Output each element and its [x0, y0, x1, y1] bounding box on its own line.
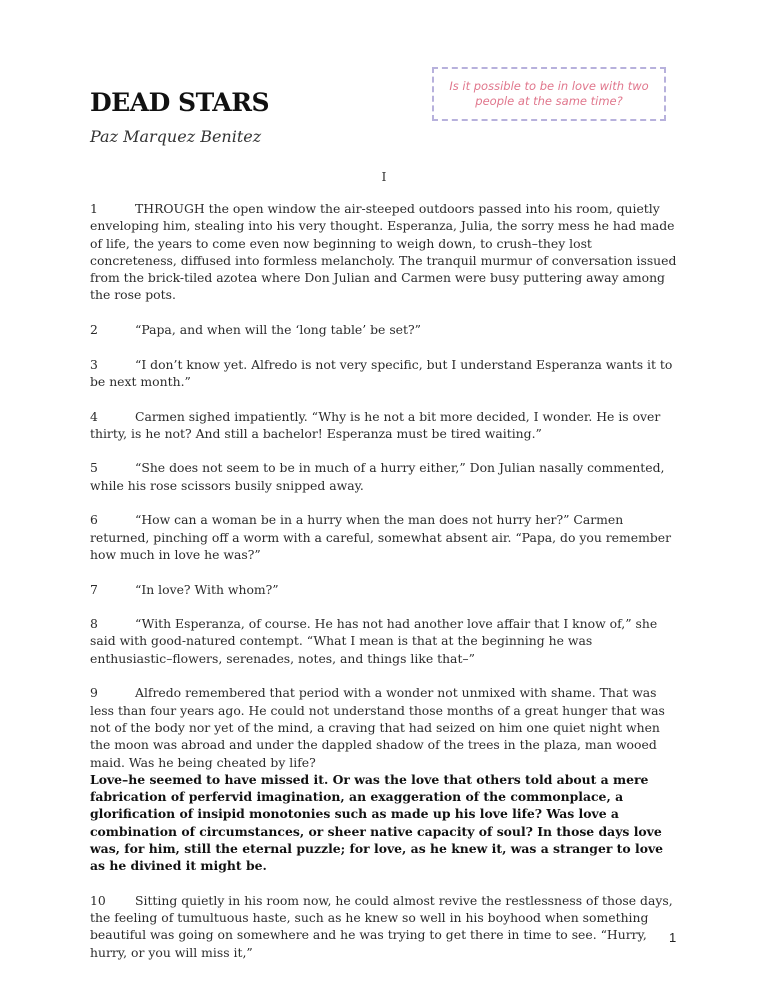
- section-numeral: I: [381, 169, 387, 184]
- paragraph-number: 3: [90, 356, 98, 372]
- paragraph-text: “In love? With whom?”: [135, 581, 279, 597]
- paragraph-text: “With Esperanza, of course. He has not had another love affair that I know of,” she said with good-natured contempt. “What I mean is that at the beginning he was enthusiastic–flowers, serenades, notes, and things like that–”: [90, 616, 658, 666]
- paragraph-text: Alfredo remembered that period with a wonder not unmixed with shame. That was less than four years ago. He could not understand those months of a great hunger that was not of the body nor yet of the mind, a craving that had seized on him one quiet night when the moon was abroad and under the dappled shadow of the trees in the plaza, man wooed maid. Was he being cheated by life?: [90, 685, 665, 770]
- paragraph-number: 6: [90, 512, 98, 528]
- annotation-note-text: Is it possible to be in love with two people at the same time?: [449, 79, 649, 108]
- highlighted-passage: Love–he seemed to have missed it. Or was the love that others told about a mere fabrication of perfervid imagination, an exaggeration of the commonplace, a glorification of insipid monotonies such as made up his love life? Was love a combination of circumstances, or sheer native capacity of soul? In those days love was, for him, still the eternal puzzle; for love, as he knew it, was a stranger to love as he divined it might be.: [90, 771, 664, 874]
- paragraph: [90, 684, 678, 874]
- paragraph-number: 2: [90, 322, 98, 338]
- document-title: DEAD STARS: [90, 88, 270, 117]
- paragraph-number: 5: [90, 460, 98, 476]
- paragraph: [90, 892, 678, 961]
- paragraph: [90, 511, 678, 563]
- paragraph: [90, 615, 678, 667]
- story-body: [90, 200, 678, 978]
- paragraph-text: “How can a woman be in a hurry when the man does not hurry her?” Carmen returned, pinching off a worm with a careful, somewhat absent air. “Papa, do you remember how much in love he was?”: [90, 512, 672, 562]
- author-name: Paz Marquez Benitez: [90, 127, 262, 146]
- paragraph-number: 7: [90, 581, 98, 597]
- paragraph: [90, 200, 678, 304]
- page-number: 1: [669, 930, 677, 945]
- paragraph-number: 1: [90, 201, 98, 216]
- paragraph-text: “Papa, and when will the ‘long table’ be set?”: [135, 322, 421, 338]
- paragraph-text: “She does not seem to be in much of a hurry either,” Don Julian nasally commented, while his rose scissors busily snipped away.: [90, 460, 665, 493]
- paragraph-number: 9: [90, 685, 98, 701]
- paragraph-text: “I don’t know yet. Alfredo is not very specific, but I understand Esperanza wants it to be next month.”: [90, 356, 673, 389]
- paragraph: [90, 408, 678, 443]
- paragraph-text: Sitting quietly in his room now, he could almost revive the restlessness of those days, the feeling of tumultuous haste, such as he knew so well in his boyhood when something beautiful was going on somewhere and he was trying to get there in time to see. “Hurry, hurry, or you will miss it,”: [90, 892, 673, 960]
- paragraph: [90, 581, 678, 598]
- paragraph: [90, 459, 678, 494]
- paragraph-number: 10: [90, 892, 106, 908]
- annotation-note: [432, 67, 666, 121]
- paragraph: [90, 321, 678, 338]
- paragraph-text: Carmen sighed impatiently. “Why is he not a bit more decided, I wonder. He is over thirty, is he not? And still a bachelor! Esperanza must be tired waiting.”: [90, 408, 661, 441]
- paragraph-text: THROUGH the open window the air-steeped outdoors passed into his room, quietly enveloping him, stealing into his very thought. Esperanza, Julia, the sorry mess he had made of life, the years to come even now beginning to weigh down, to crush–they lost concreteness, diffused into formless melancholy. The tranquil murmur of conversation issued from the brick-tiled azotea where Don Julian and Carmen were busy puttering away among the rose pots.: [90, 201, 677, 303]
- paragraph: [90, 356, 678, 391]
- paragraph-number: 4: [90, 408, 98, 424]
- paragraph-number: 8: [90, 616, 98, 632]
